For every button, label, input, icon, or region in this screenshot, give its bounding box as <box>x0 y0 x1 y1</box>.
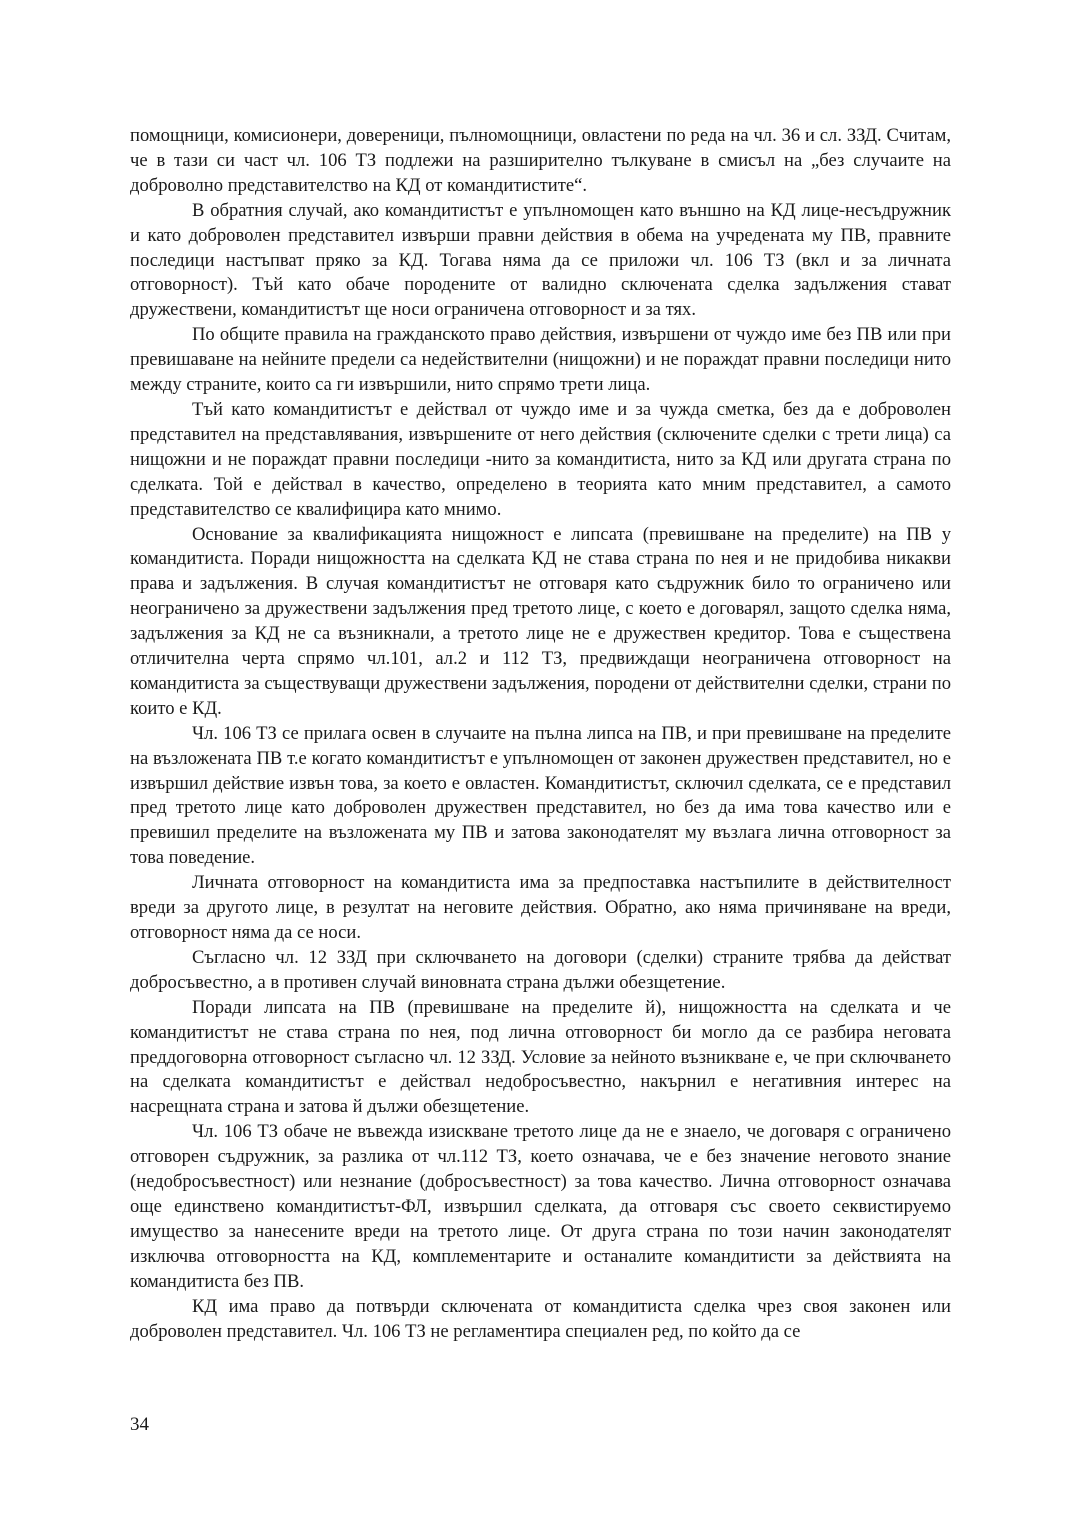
document-body <box>130 124 951 1344</box>
paragraph: Основание за квалификацията нищожност е липсата (превишване на пределите) на ПВ у командитиста. Поради нищожността на сделката КД не става страна по нея и не придобива никакви права и задължения. В случая командитистът не отговаря като съдружник било то ограничено или неограничено за дружествени задължения пред третото лице, с което е договарял, защото сделка няма, задължения за КД не са възникнали, а третото лице не е дружествен кредитор. Това е съществена отличителна черта спрямо чл.101, ал.2 и 112 ТЗ, предвиждащи неограничена отговорност на командитиста за съществуващи дружествени задължения, породени от действителни сделки, страни по които е КД. <box>130 523 951 719</box>
paragraph: КД има право да потвърди сключената от командитиста сделка чрез своя законен или доброволен представител. Чл. 106 ТЗ не регламентира специален ред, по който да се <box>130 1295 951 1342</box>
paragraph: Чл. 106 ТЗ се прилага освен в случаите на пълна липса на ПВ, и при превишване на пределите на възложената ПВ т.е когато командитистът е упълномощен от законен дружествен представител, но е извършил действие извън това, за което е овластен. Командитистът, сключил сделката, се е представил пред третото лице като доброволен дружествен представител, но без да има това качество или е превишил пределите на възложената му ПВ и затова законодателят му възлага лична отговорност за това поведение. <box>130 722 951 869</box>
paragraph: Съгласно чл. 12 ЗЗД при сключването на договори (сделки) страните трябва да действат добросъвестно, а в противен случай виновната страна дължи обезщетение. <box>130 946 951 993</box>
page-number: 34 <box>130 1414 149 1435</box>
paragraph: помощници, комисионери, довереници, пълномощници, овластени по реда на чл. 36 и сл. ЗЗД. Считам, че в тази си част чл. 106 ТЗ подлежи на разширително тълкуване в смисъл на „без случаите на доброволно представителство на КД от командитистите“. <box>130 125 951 196</box>
paragraph: Поради липсата на ПВ (превишване на пределите й), нищожността на сделката и че командитистът не става страна по нея, под лична отговорност би могло да се разбира неговата преддоговорна отговорност съгласно чл. 12 ЗЗД. Условие за нейното възникване е, че при сключването на сделката командитистът е действал недобросъвестно, накърнил е негативния интерес на насрещната страна и затова й дължи обезщетение. <box>130 996 951 1118</box>
paragraph: Личната отговорност на командитиста има за предпоставка настъпилите в действителност вреди за другото лице, в резултат на неговите действия. Обратно, ако няма причиняване на вреди, отговорност няма да се носи. <box>130 872 951 943</box>
paragraph: Чл. 106 ТЗ обаче не въвежда изискване третото лице да не е знаело, че договаря с ограничено отговорен съдружник, за разлика от чл.112 ТЗ, което означава, че е без значение неговото знание (недобросъвестност) или незнание (добросъвестност) за това качество. Лична отговорност означава още единствено командитистът-ФЛ, извършил сделката, да отговаря със своето секвистируемо имущество за нанесените вреди на третото лице. От друга страна по този начин законодателят изключва отговорността на КД, комплементарите и останалите командитисти за действията на командитиста без ПВ. <box>130 1121 951 1292</box>
paragraph: По общите правила на гражданското право действия, извършени от чуждо име без ПВ или при превишаване на нейните предели са недействителни (нищожни) и не пораждат правни последици нито между страните, които са ги извършили, нито спрямо трети лица. <box>130 324 951 396</box>
paragraph: Тъй като командитистът е действал от чуждо име и за чужда сметка, без да е доброволен представител на представлявания, извършените от него действия (сключените сделки с трети лица) са нищожни и не пораждат правни последици -нито за командитиста, нито за КД или другата страна по сделката. Той е действал в качество, определено в теорията като мним представител, а самото представителство се квалифицира като мнимо. <box>130 398 951 520</box>
paragraph: В обратния случай, ако командитистът е упълномощен като външно на КД лице-несъдружник и като доброволен представител извърши правни действия в обема на учредената му ПВ, правните последици настъпват пряко за КД. Тогава няма да се приложи чл. 106 ТЗ (вкл и за личната отговорност). Тъй като обаче породените от валидно сключената сделка задължения стават дружествени, командитистът ще носи ограничена отговорност и за тях. <box>130 199 951 321</box>
